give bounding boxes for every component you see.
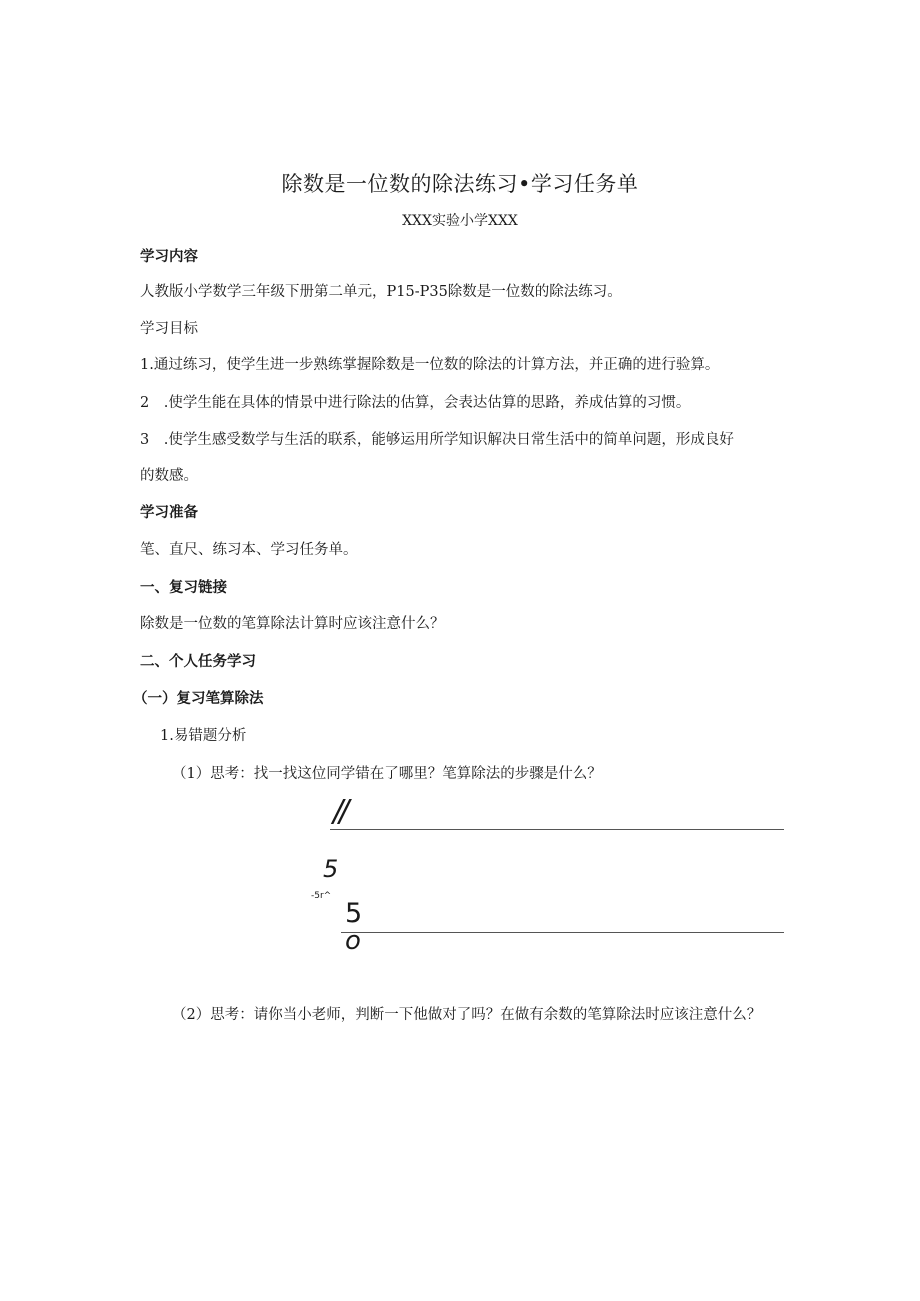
figure-digit-c: o [345,926,361,956]
goals-heading: 学习目标 [140,321,198,337]
item-1: 1.易错题分析 [160,728,247,744]
document-title: 除数是一位数的除法练习•学习任务单 [281,172,639,196]
figure-top-mark: // [333,794,346,829]
figure-top-rule [330,829,784,830]
question-1: （1）思考：找一找这位同学错在了哪里？笔算除法的步骤是什么？ [172,766,602,782]
goal-1: 1.通过练习，使学生进一步熟练掌握除数是一位数的除法的计算方法，并正确的进行验算。 [140,357,720,373]
figure-digit-b: 5 [345,898,363,929]
goal-2: 2 .使学生能在具体的情景中进行除法的估算，会表达估算的思路，养成估算的习惯。 [140,395,691,411]
review-heading: 一、复习链接 [140,580,227,596]
goal-3-line-1: 3 .使学生感受数学与生活的联系，能够运用所学知识解决日常生活中的简单问题，形成良好 [140,432,734,448]
content-text: 人教版小学数学三年级下册第二单元，P15-P35除数是一位数的除法练习。 [140,284,622,300]
figure-digit-a: 5 [323,855,339,883]
question-2: （2）思考：请你当小老师，判断一下他做对了吗？在做有余数的笔算除法时应该注意什么？ [172,1007,762,1023]
document-subtitle: XXX实验小学XXX [402,213,518,229]
personal-heading: 二、个人任务学习 [140,654,256,670]
prep-text: 笔、直尺、练习本、学习任务单。 [140,542,358,558]
sub1-heading: （一）复习笔算除法 [133,691,264,707]
figure-small-note: -5r^ [311,891,332,901]
review-text: 除数是一位数的笔算除法计算时应该注意什么？ [140,616,445,632]
prep-heading: 学习准备 [140,505,198,521]
content-heading: 学习内容 [140,249,198,265]
figure-bottom-rule [341,932,784,933]
goal-3-line-2: 的数感。 [140,468,198,484]
